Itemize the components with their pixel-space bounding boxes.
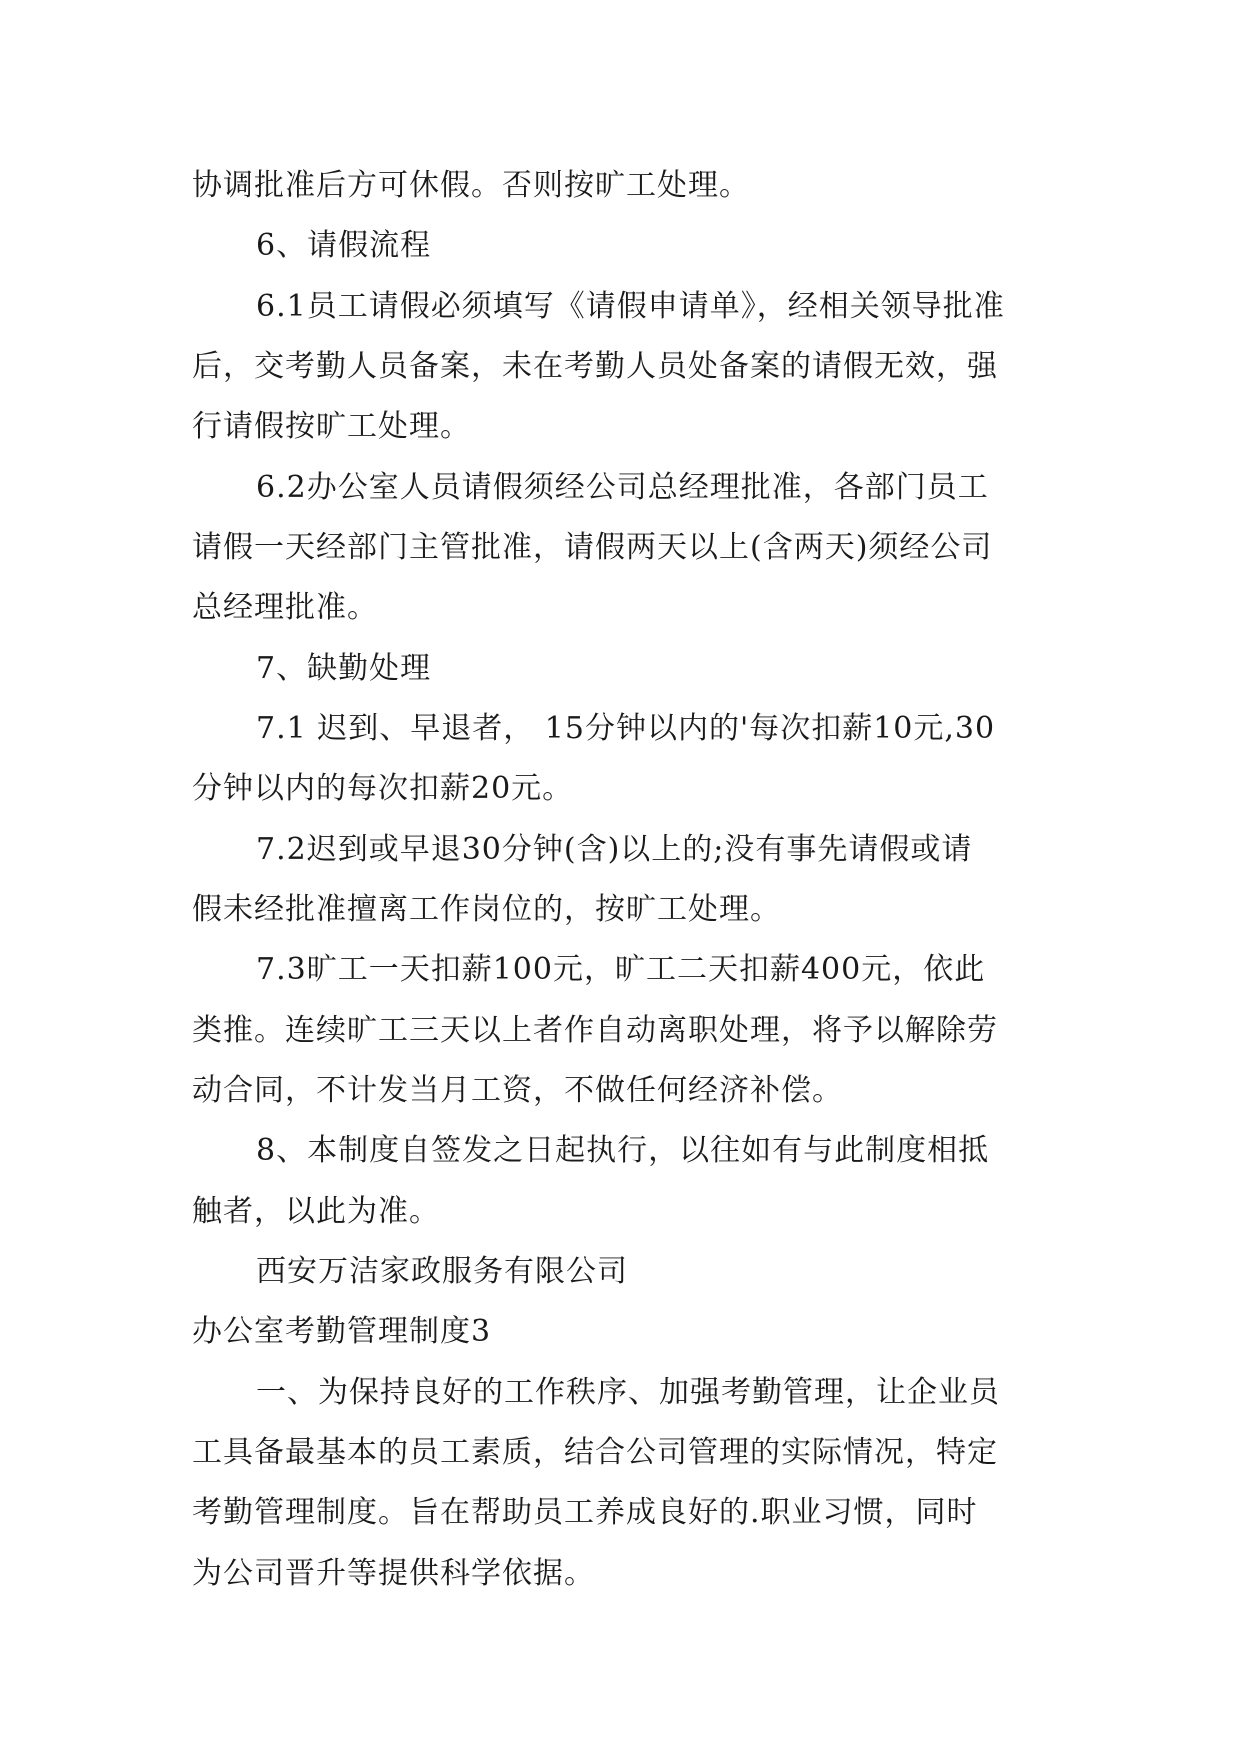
text-line: 分钟以内的每次扣薪20元。 — [192, 771, 574, 806]
text-line: 一、为保持良好的工作秩序、加强考勤管理，让企业员 — [256, 1375, 1000, 1410]
text-line: 为公司晋升等提供科学依据。 — [192, 1556, 595, 1591]
text-line: 假未经批准擅离工作岗位的，按旷工处理。 — [192, 892, 781, 927]
text-line: 类推。连续旷工三天以上者作自动离职处理，将予以解除劳 — [192, 1013, 998, 1048]
section-heading: 6、请假流程 — [256, 228, 432, 263]
text-line: 协调批准后方可休假。否则按旷工处理。 — [192, 168, 750, 203]
text-line: 7.3旷工一天扣薪100元，旷工二天扣薪400元，依此 — [256, 952, 986, 987]
text-line: 动合同，不计发当月工资，不做任何经济补偿。 — [192, 1073, 843, 1108]
text-line: 6.2办公室人员请假须经公司总经理批准，各部门员工 — [256, 470, 989, 505]
text-line: 8、本制度自签发之日起执行，以往如有与此制度相抵 — [256, 1133, 990, 1168]
text-line: 考勤管理制度。旨在帮助员工养成良好的.职业习惯，同时 — [192, 1495, 978, 1530]
text-line: 请假一天经部门主管批准，请假两天以上(含两天)须经公司 — [192, 530, 993, 565]
text-line: 7.2迟到或早退30分钟(含)以上的;没有事先请假或请 — [256, 832, 973, 867]
text-line: 工具备最基本的员工素质，结合公司管理的实际情况，特定 — [192, 1435, 998, 1470]
text-line: 总经理批准。 — [192, 590, 378, 625]
company-name: 西安万洁家政服务有限公司 — [256, 1254, 628, 1289]
text-line: 后，交考勤人员备案，未在考勤人员处备案的请假无效，强 — [192, 349, 998, 384]
section-heading: 7、缺勤处理 — [256, 651, 432, 686]
text-line: 触者，以此为准。 — [192, 1194, 440, 1229]
document-title: 办公室考勤管理制度3 — [192, 1314, 492, 1349]
text-line: 6.1员工请假必须填写《请假申请单》，经相关领导批准 — [256, 289, 1005, 324]
text-line: 行请假按旷工处理。 — [192, 409, 471, 444]
text-line: 7.1 迟到、早退者， 15分钟以内的'每次扣薪10元,30 — [256, 711, 996, 746]
